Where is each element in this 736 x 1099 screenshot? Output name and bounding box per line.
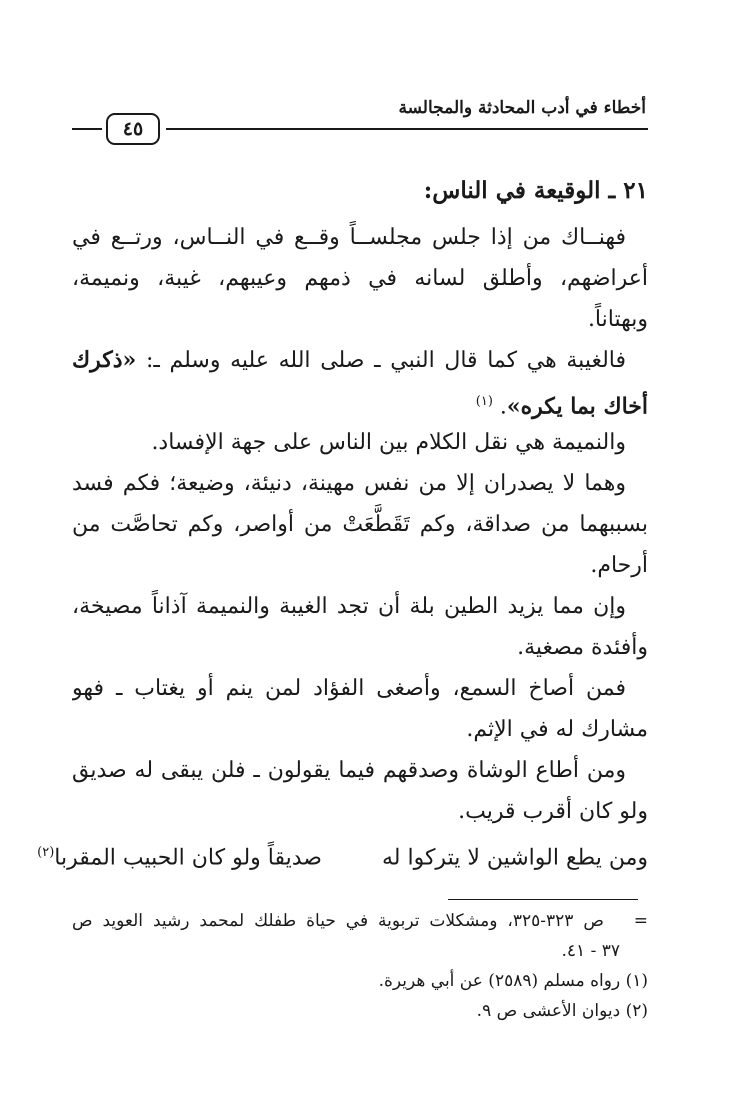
text-line: ولو كان أقرب قريب.	[458, 799, 648, 824]
footnote-ref-2[interactable]: (٢)	[37, 845, 55, 860]
footnote-continuation	[72, 906, 648, 936]
hadith-quote-start: «ذكرك	[72, 347, 137, 373]
text-line: فمن أصاخ السمع، وأصغى الفؤاد لمن ينم أو يغتاب ـ فهو	[72, 676, 626, 701]
footnote-1: (١) رواه مسلم (٢٥٨٩) عن أبي هريرة.	[378, 971, 648, 991]
text-line: أعراضهم، وأطلق لسانه في ذمهم وعيبهم، غيبة، ونميمة،	[72, 266, 648, 291]
text-line: فهنــاك من إذا جلس مجلســاً وقــع في النــاس، ورتــع في	[72, 225, 626, 250]
poem-hemistich-1: ومن يطع الواشين لا يتركوا له	[381, 845, 648, 871]
hadith-quote-end: أخاك بما يكره»	[506, 393, 648, 420]
poem-hemistich-2: صديقاً ولو كان الحبيب المقربا	[54, 845, 322, 871]
header-rule	[166, 128, 648, 130]
text-line: ومن أطاع الوشاة وصدقهم فيما يقولون ـ فلن يبقى له صديق	[72, 758, 626, 783]
text-line: بسببهما من صداقة، وكم تَقَطَّعَتْ من أواصر، وكم تحاصَّت من	[72, 512, 648, 537]
text-line: وأفئدة مصغية.	[517, 635, 648, 660]
text-line	[72, 381, 648, 422]
footnote-continuation-line: ٣٧ - ٤١.	[561, 941, 620, 961]
footnote-ref-1[interactable]: (١)	[475, 394, 493, 409]
text-line: وبهتاناً.	[587, 307, 648, 332]
text-line: مشارك له في الإثم.	[466, 717, 648, 742]
text-line: وإن مما يزيد الطين بلة أن تجد الغيبة والنميمة آذاناً مصيخة،	[72, 594, 626, 619]
page-number: ٤٥	[106, 113, 160, 145]
continuation-text: ص ٣٢٣-٣٢٥، ومشكلات تربوية في حياة طفلك لمحمد رشيد العويد ص	[72, 911, 604, 931]
poem-verse	[37, 832, 648, 873]
footnote-rule	[448, 899, 638, 900]
text-line: وهما لا يصدران إلا من نفس مهينة، دنيئة، وضيعة؛ فكم فسد	[72, 471, 626, 496]
text-line-end: .	[499, 394, 507, 420]
text-line	[72, 340, 648, 381]
section-heading: ٢١ ـ الوقيعة في الناس:	[423, 177, 648, 204]
footnotes	[72, 906, 648, 1026]
body-text	[37, 170, 648, 873]
text-line: أرحام.	[590, 553, 648, 578]
text-line: والنميمة هي نقل الكلام بين الناس على جهة الإفساد.	[151, 430, 626, 455]
footnote-2: (٢) ديوان الأعشى ص ٩.	[476, 1001, 648, 1021]
running-title: أخطاء في أدب المحادثة والمجالسة	[398, 98, 646, 118]
header-rule-left	[72, 128, 102, 130]
continuation-mark: =	[633, 911, 648, 931]
text-line-plain: فالغيبة هي كما قال النبي ـ صلى الله عليه وسلم ـ:	[136, 348, 626, 373]
